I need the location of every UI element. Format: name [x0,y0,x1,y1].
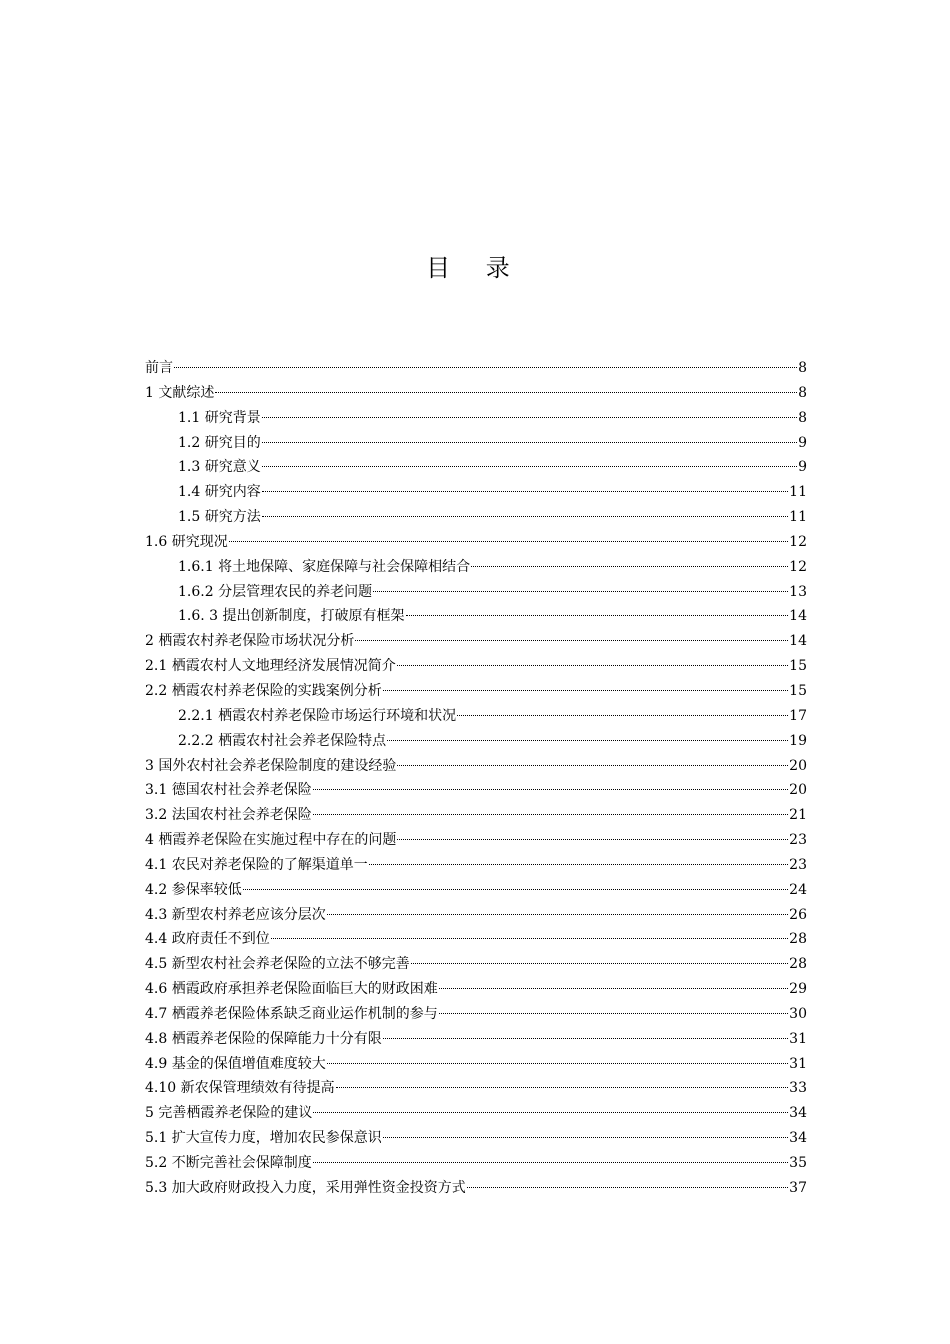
toc-entry-page-number: 12 [789,533,807,550]
toc-dot-leader [406,614,789,616]
toc-entry[interactable] [145,754,807,779]
toc-entry-title: 2.2.2 栖霞农村社会养老保险特点 [178,732,387,749]
toc-entry-title: 1 文献综述 [145,384,215,401]
toc-entry-page-number: 19 [789,732,807,749]
toc-entry[interactable] [145,480,807,505]
toc-dot-leader [439,987,788,989]
toc-entry-page-number: 11 [789,484,807,501]
toc-entry-title: 1.6 研究现况 [145,533,228,550]
toc-entry-title: 4.10 新农保管理绩效有待提高 [145,1080,335,1097]
toc-entry[interactable] [145,406,807,431]
toc-entry-page-number: 30 [789,1005,807,1022]
toc-entry-title: 4.7 栖霞养老保险体系缺乏商业运作机制的参与 [145,1005,438,1022]
toc-entry-title: 2.2.1 栖霞农村养老保险市场运行环境和状况 [178,707,457,724]
toc-entry[interactable] [145,729,807,754]
toc-entry-page-number: 35 [789,1155,807,1171]
toc-entry[interactable] [145,356,807,381]
toc-entry-page-number: 33 [789,1080,807,1097]
toc-dot-leader [471,565,788,567]
toc-entry[interactable] [145,977,807,1002]
toc-entry-page-number: 23 [789,832,807,849]
toc-entry-page-number: 20 [789,782,807,799]
toc-entry-page-number: 23 [789,856,807,873]
toc-entry-title: 4.9 基金的保值增值难度较大 [145,1055,326,1072]
toc-entry-page-number: 31 [789,1055,807,1072]
toc-entry-title: 4 栖霞养老保险在实施过程中存在的问题 [145,832,397,849]
toc-dot-leader [271,937,788,939]
toc-entry-page-number: 28 [789,956,807,973]
toc-entry-page-number: 34 [789,1130,807,1147]
toc-entry-title: 5.3 加大政府财政投入力度，采用弹性资金投资方式 [145,1179,466,1196]
toc-entry[interactable] [145,629,807,654]
toc-entry-title: 3.2 法国农村社会养老保险 [145,807,312,824]
toc-entry[interactable] [145,778,807,803]
toc-dot-leader [243,888,788,890]
toc-entry[interactable] [145,828,807,853]
toc-entry-title: 5.1 扩大宣传力度，增加农民参保意识 [145,1130,382,1147]
toc-entry-title: 5 完善栖霞养老保险的建议 [145,1105,313,1122]
toc-dot-leader [457,714,788,716]
toc-entry-title: 3 国外农村社会养老保险制度的建设经验 [145,757,397,774]
toc-entry-page-number: 11 [789,509,807,526]
toc-entry[interactable] [145,1176,807,1201]
toc-dot-leader [327,913,788,915]
toc-dot-leader [336,1086,789,1088]
toc-entry[interactable] [145,927,807,952]
toc-dot-leader [373,590,788,592]
toc-entry[interactable] [145,803,807,828]
toc-entry[interactable] [145,555,807,580]
toc-entry-title: 4.4 政府责任不到位 [145,931,270,948]
toc-dot-leader [411,962,788,964]
toc-entry-page-number: 12 [789,558,807,575]
toc-dot-leader [383,1136,788,1138]
toc-entry-page-number: 21 [789,807,807,824]
toc-entry-title: 4.8 栖霞养老保险的保障能力十分有限 [145,1030,382,1047]
table-of-contents [145,356,807,1201]
toc-entry-page-number: 8 [798,409,807,426]
toc-entry-page-number: 20 [789,757,807,774]
toc-dot-leader [383,689,788,691]
toc-entry[interactable] [145,455,807,480]
toc-title: 目 录 [426,254,524,282]
toc-entry[interactable] [145,1151,807,1176]
toc-entry-page-number: 14 [789,633,807,650]
toc-entry-page-number: 13 [789,583,807,600]
toc-dot-leader [313,813,788,815]
toc-dot-leader [313,1111,788,1113]
toc-entry[interactable] [145,1076,807,1101]
toc-entry[interactable] [145,1052,807,1077]
toc-dot-leader [327,1062,788,1064]
toc-dot-leader [262,515,788,517]
toc-entry[interactable] [145,530,807,555]
toc-entry-page-number: 17 [789,707,807,724]
toc-entry-title: 2 栖霞农村养老保险市场状况分析 [145,633,355,650]
toc-entry-title: 前言 [145,360,173,376]
toc-dot-leader [174,366,797,368]
toc-entry-page-number: 8 [798,384,807,401]
toc-entry[interactable] [145,679,807,704]
toc-dot-leader [397,838,788,840]
toc-dot-leader [215,391,797,393]
toc-entry-page-number: 15 [789,658,807,675]
toc-entry-title: 1.6.2 分层管理农民的养老问题 [178,583,373,600]
toc-dot-leader [397,764,788,766]
toc-entry-title: 1.1 研究背景 [178,409,261,426]
toc-entry[interactable] [145,853,807,878]
toc-entry-page-number: 9 [798,459,807,476]
toc-entry[interactable] [145,1101,807,1126]
toc-entry-title: 5.2 不断完善社会保障制度 [145,1155,312,1171]
toc-dot-leader [439,1012,788,1014]
toc-entry-title: 4.6 栖霞政府承担养老保险面临巨大的财政困难 [145,981,438,998]
toc-dot-leader [313,788,788,790]
toc-entry-title: 2.2 栖霞农村养老保险的实践案例分析 [145,682,382,699]
toc-entry[interactable] [145,431,807,456]
toc-entry-page-number: 14 [789,608,807,625]
toc-entry[interactable] [145,1027,807,1052]
toc-entry-title: 1.4 研究内容 [178,484,261,501]
toc-entry-page-number: 34 [789,1105,807,1122]
toc-entry-title: 1.5 研究方法 [178,509,261,526]
toc-entry[interactable] [145,952,807,977]
toc-entry-page-number: 9 [798,434,807,451]
toc-entry-title: 1.3 研究意义 [178,459,261,476]
toc-dot-leader [229,540,788,542]
toc-entry-page-number: 28 [789,931,807,948]
toc-dot-leader [355,639,788,641]
toc-dot-leader [262,465,797,467]
toc-entry[interactable] [145,604,807,629]
toc-dot-leader [383,1037,788,1039]
toc-dot-leader [262,441,797,443]
toc-dot-leader [387,739,788,741]
toc-entry[interactable] [145,1002,807,1027]
toc-dot-leader [313,1161,788,1163]
toc-entry-title: 1.6.1 将土地保障、家庭保障与社会保障相结合 [178,558,471,575]
toc-entry[interactable] [145,381,807,406]
toc-entry[interactable] [145,505,807,530]
toc-dot-leader [369,863,788,865]
toc-entry-page-number: 24 [789,881,807,898]
toc-entry-title: 4.1 农民对养老保险的了解渠道单一 [145,856,368,873]
toc-dot-leader [397,664,788,666]
toc-entry[interactable] [145,654,807,679]
toc-entry[interactable] [145,878,807,903]
toc-entry[interactable] [145,903,807,928]
toc-entry-page-number: 31 [789,1030,807,1047]
toc-dot-leader [467,1186,788,1188]
toc-entry-title: 2.1 栖霞农村人文地理经济发展情况简介 [145,658,396,675]
toc-entry[interactable] [145,1126,807,1151]
toc-entry-title: 1.6. 3 提出创新制度，打破原有框架 [178,608,405,625]
toc-entry-page-number: 37 [789,1179,807,1196]
toc-dot-leader [262,490,788,492]
toc-entry[interactable] [145,580,807,605]
toc-entry-title: 4.2 参保率较低 [145,881,242,898]
toc-entry-title: 4.3 新型农村养老应该分层次 [145,906,326,923]
toc-entry-page-number: 29 [789,981,807,998]
toc-entry-title: 4.5 新型农村社会养老保险的立法不够完善 [145,956,410,973]
toc-entry-page-number: 26 [789,906,807,923]
toc-entry-title: 3.1 德国农村社会养老保险 [145,782,312,799]
toc-entry-page-number: 15 [789,682,807,699]
toc-entry[interactable] [145,704,807,729]
toc-dot-leader [262,416,797,418]
toc-entry-title: 1.2 研究目的 [178,434,261,451]
toc-entry-page-number: 8 [798,360,807,376]
